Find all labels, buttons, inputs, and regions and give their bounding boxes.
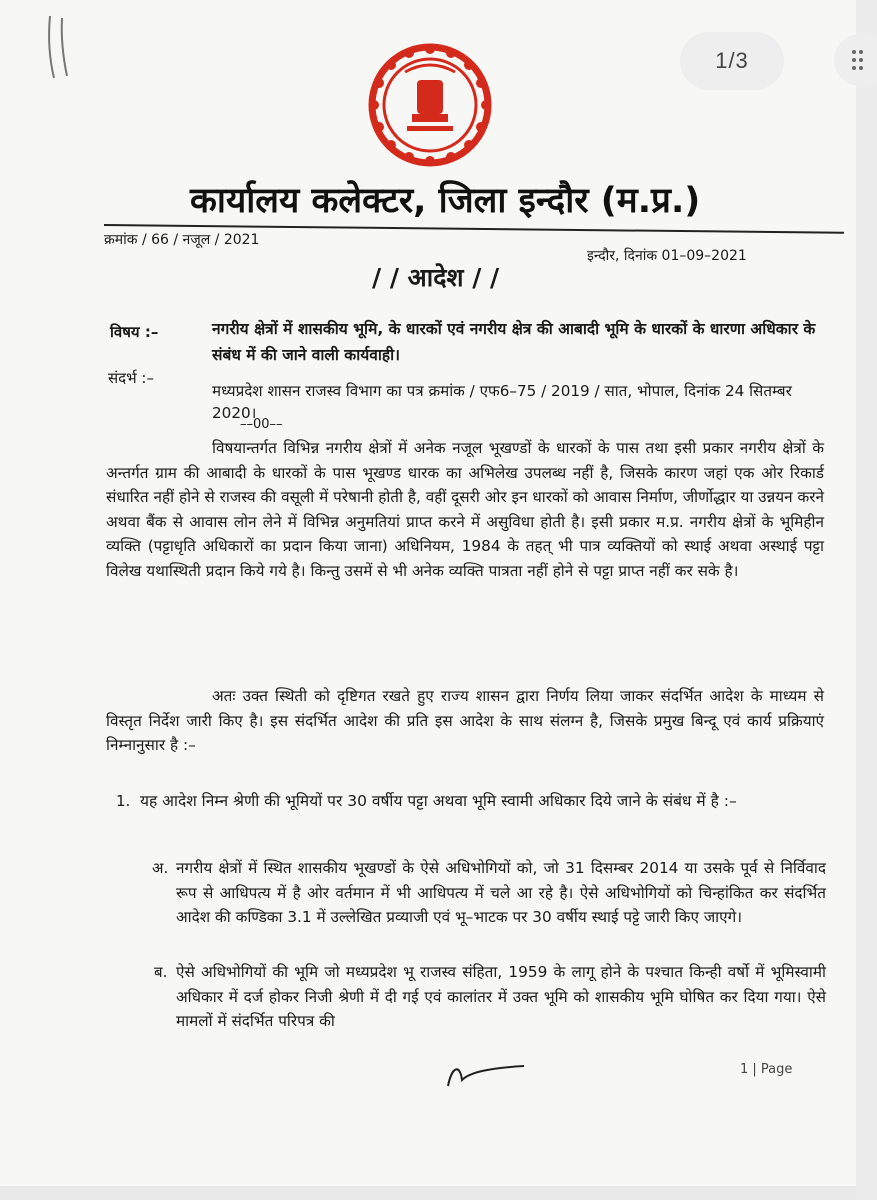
signature-mark (440, 1056, 530, 1096)
subitem-text: ऐसे अधिभोगियों की भूमि जो मध्यप्रदेश भू राजस्व संहिता, 1959 के लागू होने के पश्चात किन्ही वर्षो में भूमिस्वामी अधिकार में दर्ज होकर निजी श्रेणी में दी गई एवं कालांतर में उक्त भूमि को शासकीय भूमि घोषित कर दिया गया। ऐसे मामलों में संदर्भित परिपत्र की (176, 963, 826, 1030)
list-item-text: यह आदेश निम्न श्रेणी की भूमियों पर 30 वर्षीय पट्टा अथवा भूमि स्वामी अधिकार दिये जाने के संबंध में है :– (140, 792, 737, 810)
state-emblem-seal-icon (365, 40, 495, 170)
reference-label: संदर्भ :– (108, 369, 154, 387)
order-heading: / / आदेश / / (372, 263, 500, 292)
page-counter[interactable]: 1/3 (680, 32, 784, 90)
more-vert-icon[interactable] (834, 34, 877, 86)
body-paragraph: विषयान्तर्गत विभिन्न नगरीय क्षेत्रों में अनेक नजूल भूखण्डों के धारकों के पास तथा इसी प्रकार नगरीय क्षेत्रों के अन्तर्गत ग्राम की आबादी के धारकों के पास भूखण्ड धारक का अभिलेख उपलब्ध नहीं है, जिसके कारण जहां एक ओर रिकार्ड संधारित नहीं होने से राजस्व की वसूली में परेषानी होती है, वहीं दूसरी ओर इन धारकों को आवास निर्माण, जीर्णोद्धार या उन्नयन करने अथवा बैंक से आवास लोन लेने में विभिन्न अनुमतियां प्राप्त करने में असुविधा होती है। इसी प्रकार म.प्र. नगरीय क्षेत्रों के भूमिहीन व्यक्ति (पट्टाधृति अधिकारों का प्रदान किया जाना) अधिनियम, 1984 के तहत् भी पात्र व्यक्तियों को स्थाई अथवा अस्थाई पट्टा विलेख यथास्थिती प्रदान किये गये है। किन्तु उसमें से भी अनेक व्यक्ति पात्रता नहीं होने से पट्टा प्राप्त नहीं कर सके है। (106, 439, 824, 580)
separator: ––00–– (240, 417, 283, 432)
binding-mark (44, 12, 74, 82)
subitem-label: ब. (154, 963, 168, 981)
subject-text: नगरीय क्षेत्रों में शासकीय भूमि, के धारकों एवं नगरीय क्षेत्र की आबादी भूमि के धारकों के धारणा अधिकार के संबंध में की जाने वाली कार्यवाही। (212, 320, 816, 364)
reference-letter-text: मध्यप्रदेश शासन राजस्व विभाग का पत्र क्रमांक / एफ6–75 / 2019 / सात, भोपाल, दिनांक 24 सितम्बर 2020। (212, 382, 792, 422)
page-footer: 1 | Page (740, 1062, 793, 1077)
subitem-text: नगरीय क्षेत्रों में स्थित शासकीय भूखण्डों के ऐसे अधिभोगियों को, जो 31 दिसम्बर 2014 या उसके पूर्व से निर्विवाद रूप से आधिपत्य में है ओर वर्तमान में भी आधिपत्य में चले आ रहे है। ऐसे अधिभोगियों को चिन्हांकित कर संदर्भित आदेश की कण्डिका 3.1 में उल्लेखित प्रव्याजी एवं भू–भाटक पर 30 वर्षीय स्थाई पट्टे जारी किए जाएगे। (176, 859, 826, 926)
subitem-label: अ. (152, 859, 169, 877)
more-vert-icon-glyph (848, 48, 872, 72)
place-date: इन्दौर, दिनांक 01–09–2021 (587, 248, 747, 264)
list-item-number: 1. (116, 792, 131, 810)
office-title: कार्यालय कलेक्टर, जिला इन्दौर (म.प्र.) (190, 181, 701, 221)
reference-number: क्रमांक / 66 / नजूल / 2021 (104, 232, 260, 248)
subject-label: विषय :– (110, 323, 159, 341)
viewer-side-strip (856, 0, 877, 1200)
body-paragraph: अतः उक्त स्थिती को दृष्टिगत रखते हुए राज्य शासन द्वारा निर्णय लिया जाकर संदर्भित आदेश के माध्यम से विस्तृत निर्देश जारी किए है। इस संदर्भित आदेश की प्रति इस आदेश के साथ संलग्न है, जिसके प्रमुख बिन्दू एवं कार्य प्रक्रियाएं निम्नानुसार है :– (106, 687, 824, 754)
